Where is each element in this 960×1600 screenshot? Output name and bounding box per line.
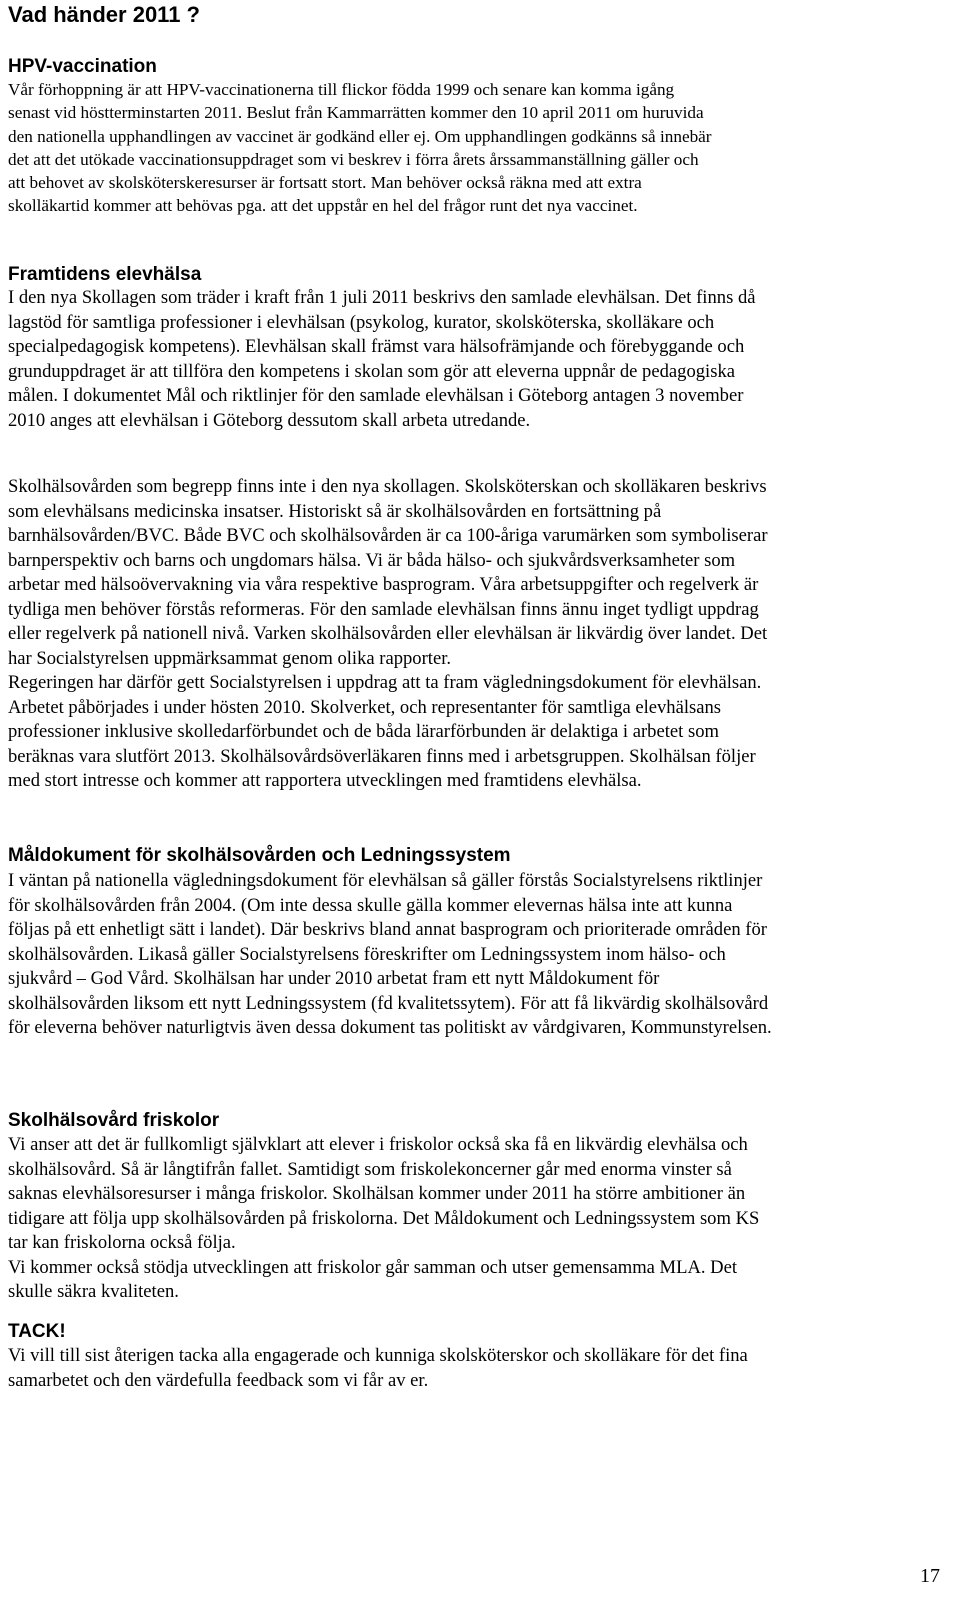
- text-line: för eleverna behöver naturligtvis även dessa dokument tas politiskt av vårdgivaren, Kommunstyrelsen.: [8, 1017, 772, 1038]
- text-line: Regeringen har därför gett Socialstyrelsen i uppdrag att ta fram vägledningsdokument för elevhälsan.: [8, 672, 762, 693]
- text-line: beräknas vara slutfört 2013. Skolhälsovårdsöverläkaren finns med i arbetsgruppen. Skolhälsan följer: [8, 745, 756, 767]
- text-line: senast vid höstterminstarten 2011. Beslut från Kammarrätten kommer den 10 april 2011 om huruvida: [8, 103, 704, 123]
- hpv-vaccination-paragraph: [8, 78, 953, 218]
- text-line: den nationella upphandlingen av vaccinet är godkänd eller ej. Om upphandlingen godkänns så innebär: [8, 126, 712, 146]
- section-heading-maldokument: Måldokument för skolhälsovården och Ledningssystem: [8, 845, 511, 866]
- section-heading-framtidens-elevhalsa: Framtidens elevhälsa: [8, 264, 202, 285]
- text-line: lagstöd för samtliga professioner i elevhälsan (psykolog, kurator, skolsköterska, skolläkare och: [8, 311, 715, 333]
- skolhalsovard-friskolor-paragraph: [8, 1133, 953, 1305]
- maldokument-paragraph: [8, 869, 953, 1041]
- text-line: med stort intresse och kommer att rapportera utvecklingen med framtidens elevhälsa.: [8, 770, 642, 791]
- text-line: specialpedagogisk kompetens). Elevhälsan skall främst vara hälsofrämjande och förebyggande och: [8, 336, 745, 357]
- text-line: Vi kommer också stödja utvecklingen att friskolor går samman och utser gemensamma MLA. Det: [8, 1256, 738, 1278]
- text-line: det att det utökade vaccinationsuppdraget som vi beskrev i förra årets årssammanställning gäller och: [8, 149, 699, 169]
- text-line: barnperspektiv och barns och ungdomars hälsa. Vi är båda hälso- och sjukvårdsverksamheter som: [8, 549, 736, 571]
- text-line: tidigare att följa upp skolhälsovården på friskolorna. Det Måldokument och Ledningssystem som KS: [8, 1207, 760, 1229]
- text-line: Vi vill till sist återigen tacka alla engagerade och kunniga skolsköterskor och skolläkare för det fina: [8, 1345, 748, 1366]
- text-line: Vår förhoppning är att HPV-vaccinationerna till flickor födda 1999 och senare kan komma igång: [8, 80, 675, 99]
- framtidens-elevhalsa-paragraph-1: [8, 286, 953, 433]
- text-line: som elevhälsans medicinska insatser. Historiskt så är skolhälsovården en fortsättning på: [8, 500, 662, 522]
- text-line: tydliga men behöver förstås reformeras. För den samlade elevhälsan finns ännu inget tydligt uppdrag: [8, 598, 759, 620]
- text-line: arbetar med hälsoövervakning via våra respektive basprogram. Våra arbetsuppgifter och regelverk är: [8, 574, 759, 595]
- page-number: 17: [920, 1565, 940, 1587]
- text-line: saknas elevhälsoresurser i många friskolor. Skolhälsan kommer under 2011 ha större ambitioner än: [8, 1183, 746, 1204]
- text-line: 2010 anges att elevhälsan i Göteborg dessutom skall arbeta utredande.: [8, 409, 531, 431]
- text-line: målen. I dokumentet Mål och riktlinjer för den samlade elevhälsan i Göteborg antagen 3 november: [8, 385, 744, 406]
- section-heading-tack: TACK!: [8, 1321, 66, 1342]
- text-line: skolhälsovården. Likaså gäller Socialstyrelsens föreskrifter om Ledningssystem inom hälso- och: [8, 943, 726, 965]
- text-line: professioner inklusive skolledarförbundet och de båda lärarförbunden är delaktiga i arbetet som: [8, 721, 719, 742]
- text-line: skolläkartid kommer att behövas pga. att det uppstår en hel del frågor runt det nya vaccinet.: [8, 196, 638, 216]
- section-heading-hpv-vaccination: HPV-vaccination: [8, 56, 157, 77]
- text-line: grunduppdraget är att tillföra den kompetens i skolan som gör att eleverna uppnår de pedagogiska: [8, 360, 735, 382]
- text-line: Skolhälsovården som begrepp finns inte i den nya skollagen. Skolsköterskan och skolläkaren beskrivs: [8, 476, 767, 497]
- text-line: sjukvård – God Vård. Skolhälsan har under 2010 arbetat fram ett nytt Måldokument för: [8, 968, 660, 989]
- text-line: har Socialstyrelsen uppmärksammat genom olika rapporter.: [8, 647, 452, 669]
- text-line: barnhälsovården/BVC. Både BVC och skolhälsovården är ca 100-åriga varumärken som symboliserar: [8, 525, 768, 546]
- text-line: att behovet av skolsköterskeresurser är fortsatt stort. Man behöver också räkna med att extra: [8, 173, 642, 193]
- text-line: tar kan friskolorna också följa.: [8, 1232, 236, 1253]
- text-line: samarbetet och den värdefulla feedback som vi får av er.: [8, 1369, 429, 1391]
- section-heading-skolhalsovard-friskolor: Skolhälsovård friskolor: [8, 1110, 220, 1131]
- page-title: Vad händer 2011 ?: [8, 2, 200, 27]
- text-line: för skolhälsovården från 2004. (Om inte dessa skulle gälla kommer elevernas hälsa inte att kunna: [8, 894, 733, 916]
- text-line: skolhälsovård. Så är långtifrån fallet. Samtidigt som friskolekoncerner går med enorma vinster så: [8, 1158, 732, 1180]
- text-line: Vi anser att det är fullkomligt självklart att elever i friskolor också ska få en likvärdig elevhälsa och: [8, 1134, 748, 1155]
- text-line: följas på ett enhetligt sätt i landet). Där beskrivs bland annat basprogram och prioriterade områden för: [8, 919, 767, 940]
- text-line: I den nya Skollagen som träder i kraft från 1 juli 2011 beskrivs den samlade elevhälsan. Det finns då: [8, 287, 756, 308]
- framtidens-elevhalsa-paragraph-2: [8, 475, 953, 794]
- text-line: Arbetet påbörjades i under hösten 2010. Skolverket, och representanter för samtliga elevhälsans: [8, 696, 722, 718]
- text-line: I väntan på nationella vägledningsdokument för elevhälsan så gäller förstås Socialstyrelsens riktlinjer: [8, 870, 763, 891]
- text-line: skolhälsovården liksom ett nytt Ledningssystem (fd kvalitetssytem). För att få likvärdig skolhälsovård: [8, 992, 769, 1014]
- tack-paragraph: [8, 1344, 953, 1393]
- text-line: skulle säkra kvaliteten.: [8, 1281, 179, 1302]
- text-line: eller regelverk på nationell nivå. Varken skolhälsovården eller elevhälsan är likvärdig över landet. Det: [8, 623, 768, 644]
